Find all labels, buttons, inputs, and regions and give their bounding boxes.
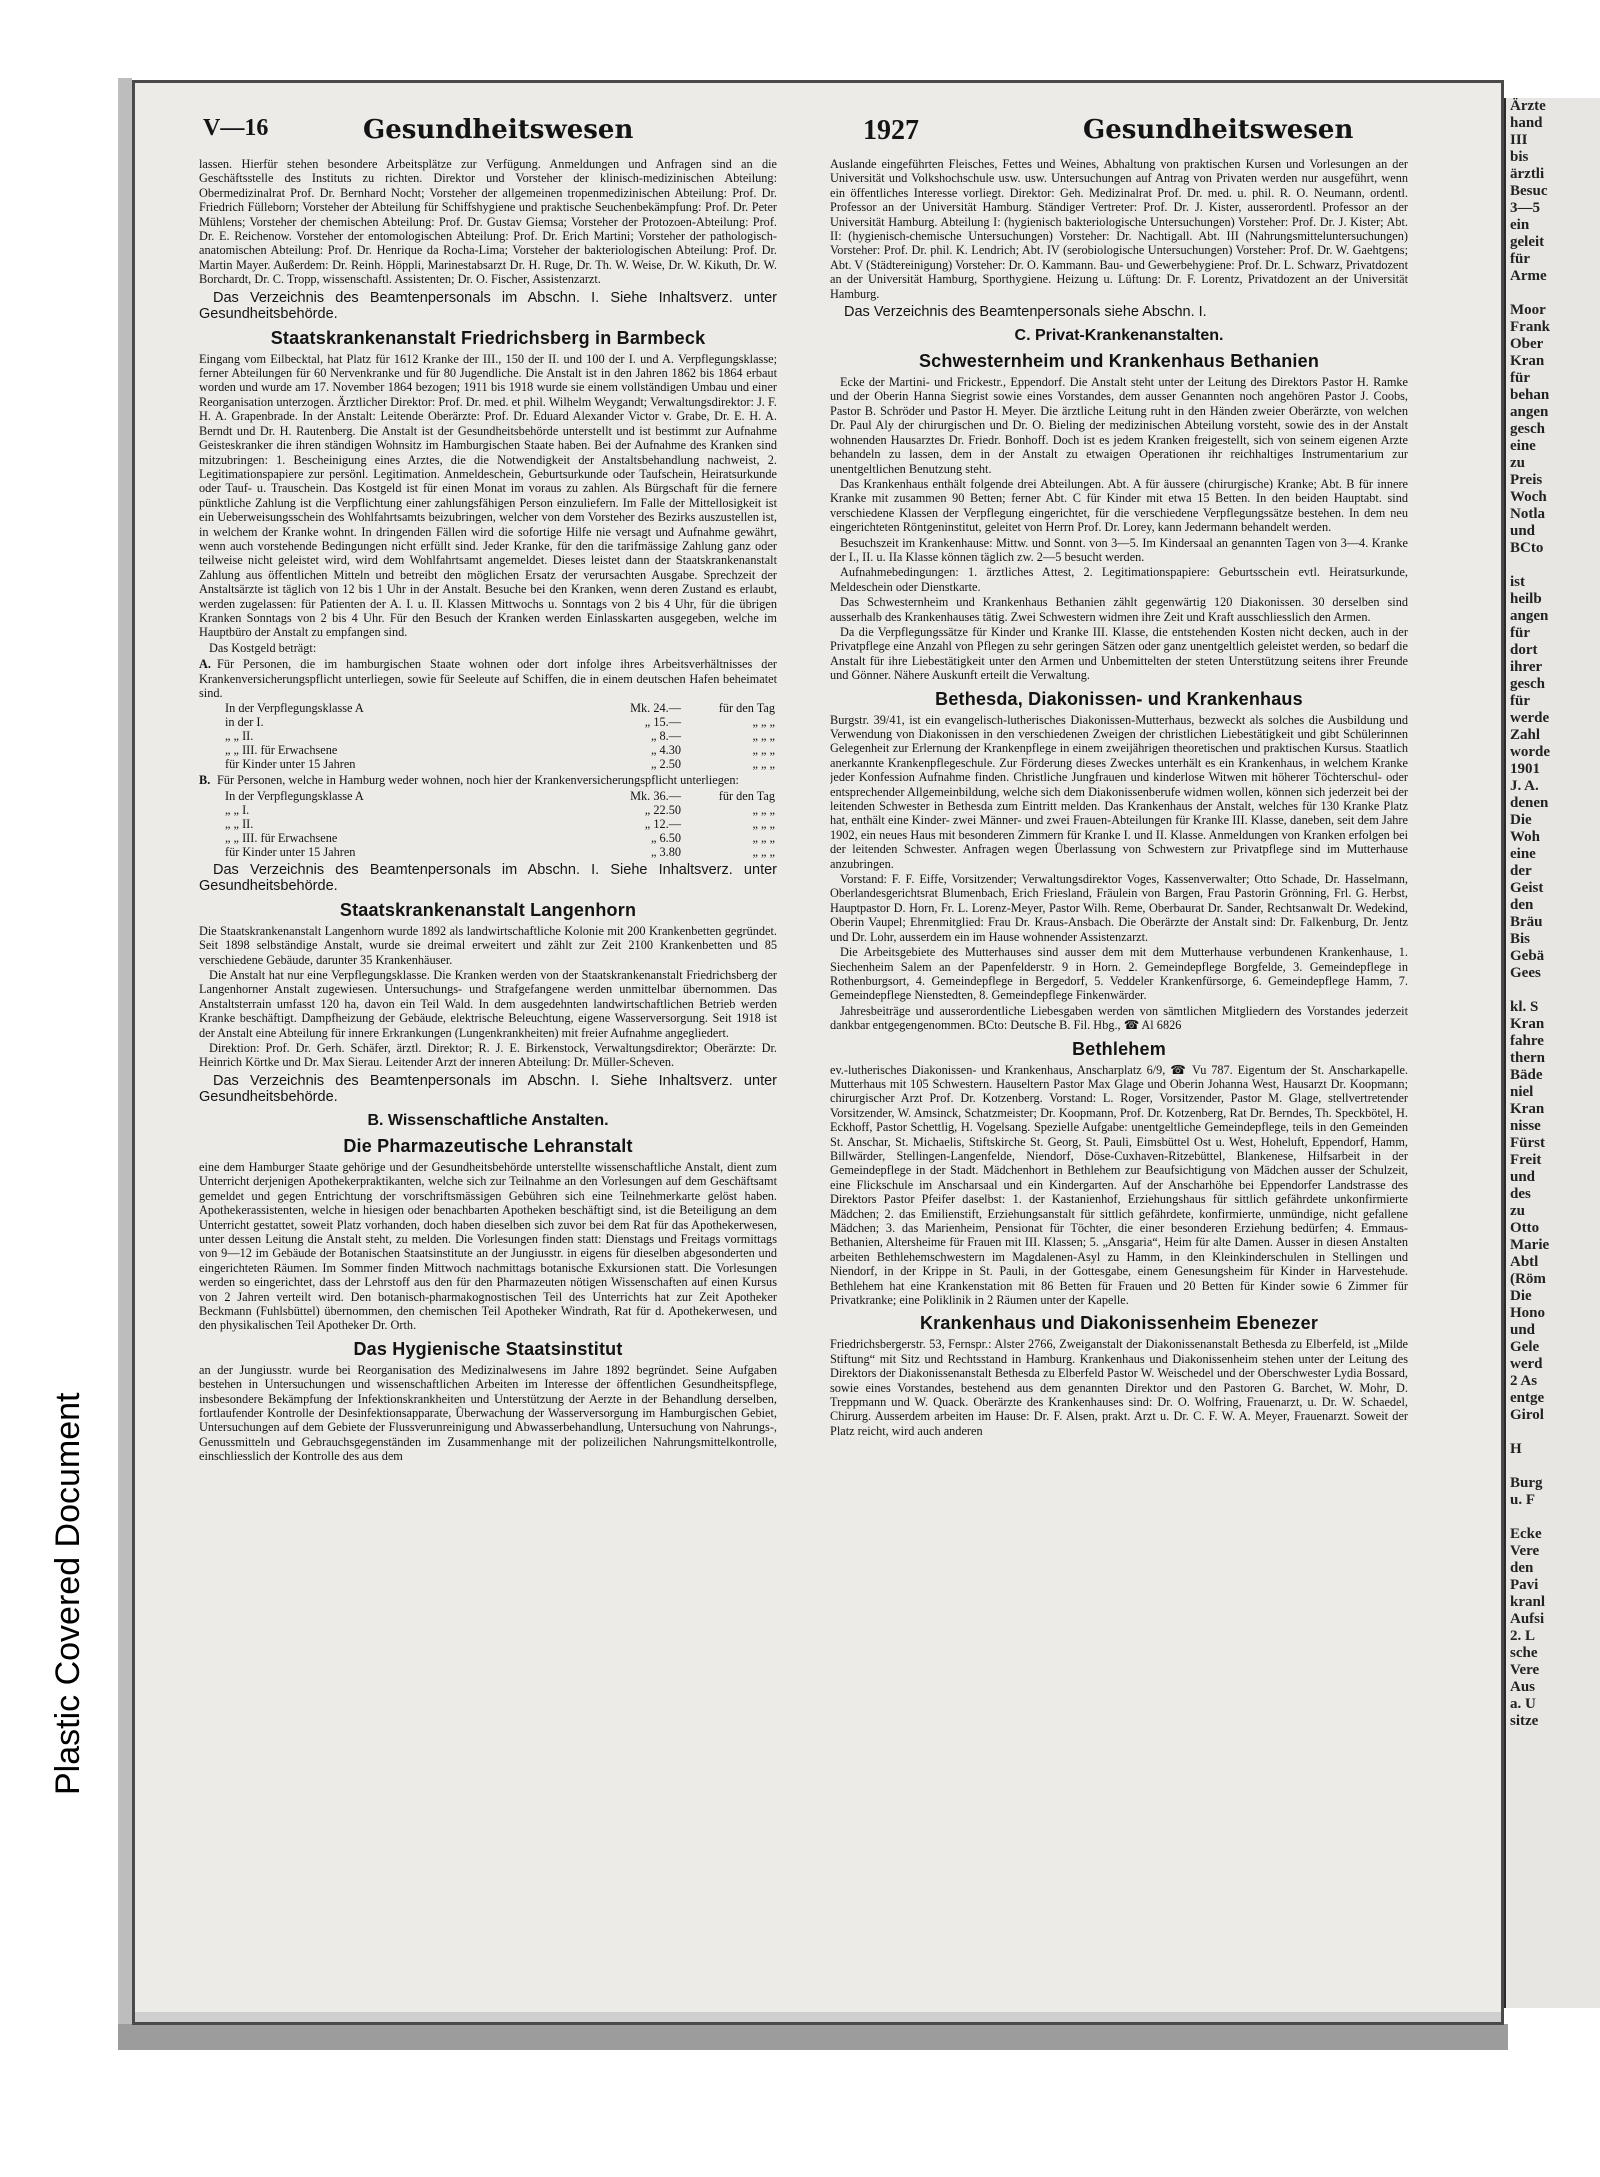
next-page-fragment <box>1510 1424 1600 1441</box>
section-heading: C. Privat-Krankenanstalten. <box>1014 327 1224 345</box>
next-page-fragment: bis <box>1510 149 1529 165</box>
table-cell: „ 4.30 <box>650 743 681 758</box>
table-cell: Mk. 24.— <box>630 701 681 716</box>
next-page-fragment: Kran <box>1510 1016 1545 1032</box>
page-number: V—16 <box>203 115 269 141</box>
page-bottom-rule <box>135 2012 1501 2022</box>
next-page-fragment: Ärzte <box>1510 98 1546 114</box>
table-cell: „ „ „ <box>752 802 775 817</box>
next-page-fragment <box>1510 982 1600 999</box>
next-page-fragment: werde <box>1510 710 1550 726</box>
next-page-fragment: Fürst <box>1510 1135 1545 1151</box>
table-cell: „ 8.— <box>650 729 681 744</box>
next-page-fragment: eine <box>1510 846 1536 862</box>
next-page-fragment: Girol <box>1510 1407 1544 1423</box>
next-page-fragment: und <box>1510 1322 1536 1338</box>
paragraph: Auslande eingeführten Fleisches, Fettes und Weines, Abhaltung von praktischen Kursen und Vorlesungen an der Universität und Volkshochschule usw. usw. Untersuchungen auf Antrag von Privaten werden nur ausgeführt, wenn ein öffentliches Interesse vorliegt. Direktor: Geh. Medizinalrat Prof. Dr. med. u. phil. R. O. Neumann, ordentl. Professor an der Universität Hamburg. Ständiger Vertreter: Prof. Dr. J. Kister, ausserordentl. Professor an der Universität Hamburg. Abteilung I: (hygienisch bakteriologische Untersuchungen) Vorsteher: Prof. Dr. J. Kister; Abt. II: (hygienisch-chemische Untersuchungen) Vorsteher: Dr. Nachtigall. Abt. III (Nahrungsmitteluntersuchungen) Vorsteher: Prof. Dr. phil. K. Lendrich; Abt. IV (serobiologische Untersuchungen) Vorsteher: Prof. Dr. W. Gaehtgens; Abt. V (Städtereinigung) Vorsteher: Dr. O. Kammann. Bau- und Gewerbehygiene: Prof. Dr. L. Schwarz, Privatdozent an der Universität Hamburg, Sporthygiene. Heizung u. Lüftung: Dr. F. Lorentz, Privatdozent an der Universität Hamburg. <box>830 157 1408 301</box>
page-bottom-edge <box>118 2024 1508 2050</box>
next-page-fragment: Arme <box>1510 268 1547 284</box>
next-page-fragment: u. F <box>1510 1492 1536 1508</box>
paragraph: Eingang vom Eilbecktal, hat Platz für 1612 Kranke der III., 150 der II. und 100 der I. und A. Verpflegungsklasse; ferner Abteilungen für 60 Nervenkranke und für 80 Jugendliche. Die Anstalt ist in den Jahren 1862 bis 1864 erbaut worden und wurde am 17. November 1864 bezogen; 1911 bis 1918 wurde sie einem vollständigen Umbau und einer Reorganisation unterzogen. Ärztlicher Direktor: Prof. Dr. med. et phil. Wilhelm Weygandt; Verwaltungsdirektor: J. F. H. A. Grapenbrade. In der Anstalt: Leitende Oberärzte: Prof. Dr. Eduard Alexander Victor v. Grabe, Dr. E. H. A. Berndt und Dr. H. Rautenberg. Die Anstalt ist der Gesundheitsbehörde unterstellt und ist bestimmt zur Aufnahme Geisteskranker die ihren ständigen Wohnsitz im Hamburgischen Staate haben. Bei der Aufnahme des Kranken sind mitzubringen: 1. Bescheinigung eines Arztes, die die Notwendigkeit der Anstaltsbehandlung nachweist, 2. Legitimationspapiere zur persönl. Legitimation. Anmeldeschein, Geburtsurkunde oder Taufschein, Heiratsurkunde oder Tauf- u. Trauschein. Das Kostgeld ist für einen Monat im voraus zu zahlen. Als Bürgschaft für die fernere pünktliche Zahlung ist die Verpflichtung einer zahlungsfähigen Person einzuliefern. Im Falle der Mittellosigkeit ist ein Ueberweisungsschein des Wohlfahrtsamts beizubringen, welcher von dem Vorsteher des Bezirks auszustellen ist, in welchem der Kranke wohnt. In dringenden Fällen wird die sofortige Hilfe nie versagt und Aufnahme gewährt, wenn auch vorstehende Bedingungen nicht erfüllt sind. Jeder Kranke, für den die tarifmässige Zahlung ganz oder teilweise nicht geleistet wird, wird dem Wohlfahrtsamt angemeldet. Dieses leistet dann der Staatskrankenanstalt Zahlung aus öffentlichen Mitteln und betreibt den möglichen Ersatz der verursachten Ausgabe. Sprechzeit der Anstaltsärzte ist täglich von 12 bis 1 Uhr in der Anstalt. Besuche bei den Kranken, wenn deren Zustand es erlaubt, werden zugelassen: für Patienten der A. I. u. II. Klassen Mittwochs u. Sonntags von 2 bis 4 Uhr, für die übrigen Kranken Sonntags von 2 bis 4 Uhr. Für den Besuch der Kranken werden Einlasskarten ausgegeben, welche im Hauptbüro der Anstalt zu empfangen sind. <box>199 351 777 640</box>
table-cell: „ „ II. <box>225 729 254 744</box>
table-cell: „ „ III. für Erwachsene <box>225 830 338 845</box>
next-page-fragment: Moor <box>1510 302 1546 318</box>
paragraph: lassen. Hierfür stehen besondere Arbeitsplätze zur Verfügung. Anmeldungen und Anfragen sind an die Geschäftsstelle des Instituts zu richten. Direktor und Vorsteher der klinisch-medizinischen Abteilung: Obermedizinalrat Prof. Dr. Bernhard Nocht; Vorsteher der allgemeinen tropenmedizinischen Abteilung: Prof. Dr. Friedrich Fülleborn; Vorsteher der Abteilung für Schiffshygiene und praktische Seuchenbekämpfung: Prof. Dr. Peter Mühlens; Vorsteher der chemischen Abteilung: Prof. Dr. Gustav Giemsa; Vorsteher der Protozoen-Abteilung: Prof. Dr. E. Reichenow. Vorsteher der entomologischen Abteilung: Prof. Dr. Erich Martini; Vorsteher der pathologisch-anatomischen Abteilung: Prof. Dr. Henrique da Rocha-Lima; Vorsteher der bakteriologischen Abteilung: Prof. Dr. Martin Mayer. Außerdem: Dr. Reinh. Höppli, Marinestabsarzt Dr. H. Ruge, Dr. Th. W. Weise, Dr. W. Kikuth, Dr. W. Borchardt, Dr. C. Tropp, wissenschaftl. Assistenten; Dr. O. Fischer, Assistenzarzt. <box>199 157 777 287</box>
next-page-fragment: Vere <box>1510 1543 1540 1559</box>
next-page-fragment: angen <box>1510 404 1549 420</box>
next-page-fragment: denen <box>1510 795 1549 811</box>
next-page-fragment: Kran <box>1510 1101 1545 1117</box>
table-cell: „ „ „ <box>752 816 775 831</box>
table-row <box>199 715 777 729</box>
table-row <box>199 729 777 743</box>
table-cell: „ „ I. <box>225 802 250 817</box>
next-page-fragment: Freit <box>1510 1152 1542 1168</box>
next-page-fragment: 3—5 <box>1510 200 1540 216</box>
running-title-right: Gesundheitswesen <box>1083 115 1354 145</box>
table-cell: für Kinder unter 15 Jahren <box>225 844 356 859</box>
next-page-fragment <box>1510 557 1600 574</box>
next-page-fragment: sche <box>1510 1645 1538 1661</box>
scan-border <box>0 0 1600 50</box>
next-page-fragment: Bis <box>1510 931 1531 947</box>
paragraph: Das Schwesternheim und Krankenhaus Bethanien zählt gegenwärtig 120 Diakonissen. 30 derselben sind ausserhalb des Krankenhauses tätig. Zwei Schwestern widmen ihre Zeit und Kraft ausschliesslich den Armen. <box>830 595 1408 624</box>
next-page-fragment: Hono <box>1510 1305 1546 1321</box>
document-page <box>132 80 1504 2025</box>
next-page-fragment: Aus <box>1510 1679 1536 1695</box>
next-page-fragment: den <box>1510 897 1534 913</box>
rate-table-b <box>199 789 777 859</box>
paragraph: an der Jungiusstr. wurde bei Reorganisation des Medizinalwesens im Jahre 1892 begründet. Seine Aufgaben bestehen in Untersuchungen und wissenschaftlichen Arbeiten im Interesse der öffentlichen Gesundheitspflege, insbesondere Bekämpfung der Infektionskrankheiten und Unterstützung der Aerzte in der Behandlung derselben, fortlaufender Kontrolle der Desinfektionsapparate, Überwachung der Wasserversorgung im Hamburgischen Gebiet, Untersuchungen auf dem Gebiete der Flussverunreinigung und Abwasserbehandlung, Untersuchung von Nahrungs-, Genussmitteln und Gebrauchsgegenständen im Zusammenhange mit der polizeilichen Nahrungsmittelkontrolle, einschliesslich der Kontrolle des aus dem <box>199 1362 777 1464</box>
next-page-fragment: zu <box>1510 455 1525 471</box>
next-page-fragment: Zahl <box>1510 727 1541 743</box>
next-page-fragment: BCto <box>1510 540 1544 556</box>
next-page-fragment: Notla <box>1510 506 1545 522</box>
table-row <box>199 817 777 831</box>
table-row <box>199 701 777 715</box>
table-cell: „ „ „ <box>752 715 775 730</box>
year-heading: 1927 <box>863 115 919 146</box>
table-row <box>199 789 777 803</box>
next-page-fragment: worde <box>1510 744 1550 760</box>
page-shadow <box>118 78 132 2028</box>
paragraph: Jahresbeiträge und ausserordentliche Liebesgaben werden von sämtlichen Mitgliedern des Vorstandes jederzeit dankbar entgegengenommen. BCto: Deutsche B. Fil. Hbg., ☎ Al 6826 <box>830 1003 1408 1033</box>
paragraph: Friedrichsbergerstr. 53, Fernspr.: Alster 2766, Zweiganstalt der Diakonissenanstalt Bethesda zu Elberfeld, ist „Milde Stiftung“ mit Sitz und Rechtsstand in Hamburg. Krankenhaus und Diakonissenheim stehen unter der Leitung des Direktors der Diakonissenanstalt Bethesda zu Elberfeld Pastor W. Weischedel und der Oberschwester Lydia Bossard, sowie eines Vorstandes, bestehend aus dem genannten Direktor und den Pastoren G. Barchet, W. Mohr, D. Treppmann und W. Quack. Oberärzte des Krankenhauses sind: Dr. O. Wolfring, Frauenarzt, u. Dr. W. Schaedel, Chirurg. Ausserdem arbeiten im Hause: Dr. F. Alsen, prakt. Arzt u. Dr. C. F. W. A. Meyer, Frauenarzt. Soweit der Platz reicht, wird auch anderen <box>830 1337 1408 1438</box>
table-cell: „ 15.— <box>644 715 681 730</box>
next-page-fragment: sitze <box>1510 1713 1539 1729</box>
next-page-fragment: für <box>1510 370 1530 386</box>
table-row <box>199 845 777 859</box>
next-page-fragment <box>1510 285 1600 302</box>
rate-section-a <box>199 657 777 700</box>
next-page-fragment: fahre <box>1510 1033 1544 1049</box>
next-page-fragment: Marie <box>1510 1237 1550 1253</box>
section-heading: B. Wissenschaftliche Anstalten. <box>367 1111 609 1129</box>
next-page-fragment: Bäde <box>1510 1067 1543 1083</box>
rate-section-text: Für Personen, die im hamburgischen Staate wohnen oder dort infolge ihres Arbeitsverhältnisses der Krankenversicherungspflicht unterliegen, sowie für Seeleute auf Schiffen, die in einem deutschen Hafen beheimatet sind. <box>199 657 777 700</box>
reference-note: Das Verzeichnis des Beamtenpersonals im Abschn. I. Siehe Inhaltsverz. unter Gesundheitsbehörde. <box>199 289 777 322</box>
paragraph: Besuchszeit im Krankenhause: Mittw. und Sonnt. von 3—5. Im Kindersaal an genannten Tagen von 3—4. Kranke der I., II. u. IIa Klasse können täglich zw. 2—5 besucht werden. <box>830 535 1408 564</box>
next-page-fragment: Ober <box>1510 336 1544 352</box>
table-cell: „ 12.— <box>644 816 681 831</box>
paragraph: Vorstand: F. F. Eiffe, Vorsitzender; Verwaltungsdirektor Voges, Kassenverwalter; Otto Schade, Dr. Hasselmann, Oberlandesgerichtsrat Blumenbach, Erich Friesland, Fräulein von Bargen, Frau Pastorin Grönning, Frl. G. Herbst, Hauptpastor D. Horn, Fr. L. Lorenz-Meyer, Pastor Wilh. Reme, Oberbaurat Dr. Sander, Rechtsanwalt Dr. Wedekind, Oberin Vaupel; Ehrenmitglied: Frau Dr. Kraus-Ansbach. Die Oberärzte der Anstalt sind: Dr. Falkenburg, Dr. Jentz und Dr. Lohr, ausserdem ein im Hause wohnender Assistenzarzt. <box>830 872 1408 944</box>
next-page-fragment: für <box>1510 625 1530 641</box>
next-page-fragment: und <box>1510 1169 1536 1185</box>
side-label: Plastic Covered Document <box>49 1392 87 1795</box>
next-page-fragment: werd <box>1510 1356 1543 1372</box>
paragraph: Da die Verpflegungssätze für Kinder und Kranke III. Klasse, die entstehenden Kosten nicht decken, auch in der Privatpflege eine Anzahl von Pflegen zu sehr geringen Sätzen oder ganz unentgeltlich geleistet werden, so bedarf die Anstalt für ihre Liebestätigkeit unter den Armen und Unbemittelten der steten Unterstützung seitens ihrer Freunde und Gönner. Nähere Auskunft erteilt die Verwaltung. <box>830 624 1408 683</box>
next-page-fragment: Bräu <box>1510 914 1543 930</box>
table-cell: „ „ „ <box>752 830 775 845</box>
paragraph: Das Krankenhaus enthält folgende drei Abteilungen. Abt. A für äussere (chirurgische) Kranke; Abt. B für innere Kranke mit zusammen 90 Betten; ferner Abt. C für Kinder mit etwa 15 Betten. In den beiden Hauptabt. sind verschiedene Klassen der Verpflegung eingerichtet, für die verschiedene Verpflegungssätze bestehen. In dem neu eingerichteten Röntgeninstitut, geleitet von Herrn Prof. Dr. Lorey, kann Jedermann behandelt werden. <box>830 476 1408 535</box>
section-heading: Krankenhaus und Diakonissenheim Ebenezer <box>919 1313 1319 1334</box>
page-header <box>203 115 1363 149</box>
next-page-fragment: Gebä <box>1510 948 1545 964</box>
table-row <box>199 831 777 845</box>
paragraph: Die Staatskrankenanstalt Langenhorn wurde 1892 als landwirtschaftliche Kolonie mit 200 Krankenbetten gegründet. Seit 1898 selbständige Anstalt, wurde sie dreimal erweitert und zählt zur Zeit 2100 Krankenbetten und 85 verschiedene Gebäude, darunter 35 Krankenhäuser. <box>199 923 777 967</box>
next-page-fragment: Ecke <box>1510 1526 1542 1542</box>
table-cell: „ 2.50 <box>650 757 681 772</box>
reference-note: Das Verzeichnis des Beamtenpersonals siehe Abschn. I. <box>844 304 1207 321</box>
next-page-fragment: Pavi <box>1510 1577 1539 1593</box>
next-page-fragment: H <box>1510 1441 1522 1457</box>
next-page-fragment: gesch <box>1510 676 1545 692</box>
next-page-fragment: Die <box>1510 812 1532 828</box>
next-page-fragment: eine <box>1510 438 1536 454</box>
rate-table-a <box>199 701 777 771</box>
next-page-fragment: für <box>1510 693 1530 709</box>
next-page-fragment: heilb <box>1510 591 1542 607</box>
next-page-fragment: Woch <box>1510 489 1547 505</box>
table-cell: „ 6.50 <box>650 830 681 845</box>
table-cell: „ „ „ <box>752 757 775 772</box>
next-page-fragment: des <box>1510 1186 1531 1202</box>
paragraph: Die Anstalt hat nur eine Verpflegungsklasse. Die Kranken werden von der Staatskrankenanstalt Friedrichsberg der Langenhorner Anstalt zugewiesen. Untersuchungs- und Strafgefangene werden unmittelbar übernommen. Das Anstaltsterrain umfasst 120 ha, davon ein Teil Wald. In dem ausgedehnten landwirtschaftlichen Betrieb werden Kranke beschäftigt. Dampfheizung der Gebäude, elektrische Beleuchtung, eigene Wasserversorgung. Seit 1918 ist der Anstalt eine Abteilung für innere Erkrankungen (Lungenkrankheiten) mit freier Aufnahme angegliedert. <box>199 968 777 1040</box>
table-cell: für den Tag <box>718 701 775 716</box>
next-page-fragment: Preis <box>1510 472 1543 488</box>
table-cell: „ „ III. für Erwachsene <box>225 743 338 758</box>
next-page-fragment: Frank <box>1510 319 1551 335</box>
next-page-fragment: Die <box>1510 1288 1532 1304</box>
next-page-fragment: entge <box>1510 1390 1545 1406</box>
table-cell: „ „ „ <box>752 844 775 859</box>
section-heading: Bethlehem <box>1072 1038 1166 1059</box>
next-page-fragment: Aufsi <box>1510 1611 1545 1627</box>
next-page-strip <box>1502 98 1600 2008</box>
next-page-fragment: III <box>1510 132 1528 148</box>
next-page-fragment: zu <box>1510 1203 1525 1219</box>
next-page-fragment: geleit <box>1510 234 1545 250</box>
table-cell: „ „ „ <box>752 729 775 744</box>
next-page-fragment: gesch <box>1510 421 1545 437</box>
paragraph: Direktion: Prof. Dr. Gerh. Schäfer, ärztl. Direktor; R. J. E. Birkenstock, Verwaltungsdirektor; Oberärzte: Dr. Heinrich Körtke und Dr. Max Sierau. Leitender Arzt der inneren Abteilung: Dr. Müller-Scheven. <box>199 1041 777 1070</box>
table-row <box>199 743 777 757</box>
section-letter: A. <box>199 657 211 672</box>
paragraph: Burgstr. 39/41, ist ein evangelisch-lutherisches Diakonissen-Mutterhaus, bezweckt als solches die Ausbildung und Verwendung von Diakonissen in den verschiedenen Zweigen der christlichen Liebestätigkeit und gibt Schülerinnen Gelegenheit zur Erlernung der Krankenpflege in einem zweijährigen theoretischen und praktischen Kursus. Staatlich anerkannte Krankenpflegeschule. Zur Förderung dieses Zweckes unterhält es ein Krankenhaus, in welchem Kranke jeder Konfession Aufnahme finden. Christliche Jungfrauen und kinderlose Witwen mit höherer Töchterschul- oder entsprechender Allgemeinbildung, welche sich dem Diakonissenberufe widmen wollen, können sich jederzeit bei der leitenden Schwester in Bethesda zum Eintritt melden. Das Krankenhaus der Anstalt, welches für 130 Kranke Platz hat, enthält eine Kinder- zwei Männer- und zwei Frauen-Abteilungen für Kranke III. Klasse, daneben, seit dem Jahre 1902, ein neues Haus mit besonderen Zimmern für Kranke I. und II. Klasse. Anmeldungen von Kranken erfolgen bei der leitenden Schwester. Anfragen wegen Überlassung von Schwestern zur Privatpflege sind im Mutterhause anzubringen. <box>830 712 1408 871</box>
running-title-left: Gesundheitswesen <box>363 115 634 145</box>
next-page-fragment: 2. L <box>1510 1628 1536 1644</box>
section-heading: Schwesternheim und Krankenhaus Bethanien <box>918 351 1320 372</box>
next-page-fragment: hand <box>1510 115 1543 131</box>
next-page-fragment: Burg <box>1510 1475 1543 1491</box>
table-cell: „ „ „ <box>752 743 775 758</box>
table-row <box>199 803 777 817</box>
table-cell: für den Tag <box>718 788 775 803</box>
table-cell: „ 3.80 <box>650 844 681 859</box>
next-page-fragment: ärztli <box>1510 166 1545 182</box>
next-page-fragment: Woh <box>1510 829 1541 845</box>
next-page-fragment: ein <box>1510 217 1530 233</box>
section-heading: Die Pharmazeutische Lehranstalt <box>343 1135 633 1156</box>
table-row <box>199 757 777 771</box>
next-page-fragment: kl. S <box>1510 999 1539 1015</box>
table-cell: in der I. <box>225 715 264 730</box>
rate-section-text: Für Personen, welche in Hamburg weder wohnen, noch hier der Krankenversicherungspflicht unterliegen: <box>217 773 739 788</box>
next-page-fragment: J. A. <box>1510 778 1539 794</box>
reference-note: Das Verzeichnis des Beamtenpersonals im Abschn. I. Siehe Inhaltsverz. unter Gesundheitsbehörde. <box>199 861 777 894</box>
next-page-fragment: ist <box>1510 574 1525 590</box>
table-cell: für Kinder unter 15 Jahren <box>225 757 356 772</box>
section-heading: Staatskrankenanstalt Friedrichsberg in Barmbeck <box>270 327 706 348</box>
next-page-fragment <box>1510 1458 1600 1475</box>
next-page-fragment: Otto <box>1510 1220 1540 1236</box>
table-cell: „ 22.50 <box>644 802 681 817</box>
table-cell: In der Verpflegungsklasse A <box>225 701 364 716</box>
table-cell: „ „ II. <box>225 816 254 831</box>
right-column <box>830 157 1408 2007</box>
next-page-fragment: angen <box>1510 608 1549 624</box>
next-page-fragment: der <box>1510 863 1532 879</box>
next-page-fragment: nisse <box>1510 1118 1541 1134</box>
next-page-fragment: Gees <box>1510 965 1541 981</box>
next-page-fragment: Geist <box>1510 880 1544 896</box>
next-page-fragment: (Röm <box>1510 1271 1546 1287</box>
next-page-fragment: Abtl <box>1510 1254 1539 1270</box>
next-page-fragment: niel <box>1510 1084 1534 1100</box>
reference-note: Das Verzeichnis des Beamtenpersonals im Abschn. I. Siehe Inhaltsverz. unter Gesundheitsbehörde. <box>199 1072 777 1105</box>
rate-section-b <box>199 773 777 787</box>
next-page-fragment: ihrer <box>1510 659 1543 675</box>
next-page-fragment: a. U <box>1510 1696 1536 1712</box>
paragraph: Das Kostgeld beträgt: <box>209 640 317 655</box>
paragraph: Aufnahmebedingungen: 1. ärztliches Attest, 2. Legitimationspapiere: Geburtsschein evtl. Heiratsurkunde, Meldeschein oder Dienstkarte. <box>830 565 1408 594</box>
paragraph: ev.-lutherisches Diakonissen- und Krankenhaus, Anscharplatz 6/9, ☎ Vu 787. Eigentum der St. Anscharkapelle. Mutterhaus mit 105 Schwestern. Hauseltern Pastor Max Glage und Oberin Johanna West, Hausarzt Dr. Koopmann; chirurgischer Arzt Prof. Dr. Kotzenberg. Vorstand: L. Roger, Vorsitzender, Pastor M. Glage, stellvertretender Vorsitzender, W. Amsinck, Schatzmeister; Dr. Koopmann, Prof. Dr. Kotzenberg, Rat Dr. Berndes, Th. Speckbötel, H. Eckhoff, Pastor Schettlig, H. Vogelsang. Spezielle Aufgabe: unentgeltliche Gemeindepflege, teils in den Gemeinden St. Anschar, St. Michaelis, Stiftskirche St. Georg, St. Pauli, Eimsbüttel Ost u. West, Hoheluft, Eppendorf, Hamm, Billwärder, Stellingen-Langenfelde, Niendorf, Döse-Cuxhaven-Ritzebüttel, Blankenese, Hilfsarbeit in der Gemeindepflege in der Stadt. Mädchenhort in Bethlehem zur Beaufsichtigung von Mädchen ausser der Schulzeit, eine Flickschule im Anscharsaal und ein Kindergarten. Auf der Anscharhöhe bei Eppendorfer Landstrasse des Direktors Pastor Pfeifer daselbst: 1. der Kastanienhof, Erziehungshaus für sittlich gefährdete unkonfirmierte Mädchen; 2. das Emilienstift, Erziehungsanstalt für sittlich gefährdete, konfirmierte, unmündige, nicht gefallene Mädchen; 3. das Marienheim, Pensionat für Töchter, die einer besonderen Erziehung bedürfen; 4. Emmaus-Bethanien, Altersheime für Frauen mit III. Klassen; 5. „Ansgaria“, Heim für alte Damen. Ausser in diesen Anstalten arbeiten Bethlehemschwestern im Magdalenen-Asyl zu Hamm, in den Kleinkinderschulen in Stellingen und Niendorf, in der Krippe in St. Pauli, in der Gottesgabe, einem Genesungsheim für Kinder in Harvestehude. Bethlehem hat eine Krankenstation mit 86 Betten für Frauen und 20 Betten für Kinder sowie 6 Zimmer für Privatkranke; eine Poliklinik in 2 Räumen unter der Kapelle. <box>830 1062 1408 1308</box>
paragraph: Die Arbeitsgebiete des Mutterhauses sind ausser dem mit dem Mutterhause verbundenen Krankenhause, 1. Siechenheim Salem an der Papenfelderstr. 9 in Horn. 2. Gemeindepflege Borgfelde, 3. Gemeindepflege in Rothenburgsort, 4. Gemeindepflege in Bergedorf, 5. Veddeler Krankenfürsorge, 6. Gemeindepflege Hamm, 7. Gemeindepflege Nienstedten, 8. Gemeindepflege Finkenwärder. <box>830 945 1408 1003</box>
next-page-fragment <box>1510 1509 1600 1526</box>
next-page-fragment: den <box>1510 1560 1534 1576</box>
section-heading: Staatskrankenanstalt Langenhorn <box>339 899 637 920</box>
next-page-fragment: thern <box>1510 1050 1545 1066</box>
section-letter: B. <box>199 773 211 788</box>
next-page-fragment: Kran <box>1510 353 1545 369</box>
next-page-fragment: 1901 <box>1510 761 1540 777</box>
next-page-fragment: dort <box>1510 642 1538 658</box>
next-page-fragment: Besuc <box>1510 183 1548 199</box>
paragraph: Ecke der Martini- und Frickestr., Eppendorf. Die Anstalt steht unter der Leitung des Direktors Pastor H. Ramke und der Oberin Hanna Siegrist sowie eines Vorstandes, dem ausser Genannten noch angehören Pastor J. Coobs, Pastor B. Schröder und Pastor H. Meyer. Die ärztliche Leitung ruht in den Händen zweier Oberärzte, von welchen Dr. Paul Aly der chirurgischen und Dr. O. Bieling der medizinischen Abteilung vorsteht, sowie des in der Anstalt wohnenden Hausarztes Dr. Friedr. Bonhoff. Doch ist es jedem Kranken freigestellt, sich von seinem eigenen Arzte behandeln zu lassen, dem in der Anstalt zu etwaigen Operationen ihr reichhaltiges Instrumentarium zur unentgeltlichen Benutzung steht. <box>830 375 1408 476</box>
paragraph: eine dem Hamburger Staate gehörige und der Gesundheitsbehörde unterstellte wissenschaftliche Anstalt, dient zum Unterricht derjenigen Apothekerpraktikanten, welche sich zur Teilnahme an den Vorlesungen auf dem Geschäftsamt gemeldet und gegen Entrichtung der vorschriftsmässigen Gebühren sich eine Teilnehmerkarte gelöst haben. Apothekerassistenten, welche in hiesigen oder benachbarten Apotheken beschäftigt sind, ist die Beteiligung an dem Unterricht gestattet, soweit Platz vorhanden, doch haben dieselben sich zuvor bei dem Rat für das Apothekerwesen, unter dessen Leitung die Anstalt steht, zu melden. Die Vorlesungen finden statt: Dienstags und Freitags vormittags von 9—12 im Gebäude der Botanischen Staatsinstitute an der Jungiusstr. in eigens für dieselben abgesonderten und eingerichteten Räumen. Im Sommer finden Mittwoch nachmittags botanische Exkursionen statt. Die Vorlesungen werden so eingerichtet, dass der Lehrstoff aus den für den Pharmazeuten nötigen Wissenschaften auf einen Kursus von 2 Jahren verteilt wird. Den botanisch-pharmakognostischen Teil des Unterrichts hat zur Zeit Apotheker Beckmann (Fuhlsbüttel) übernommen, den chemischen Teil Apotheker Windrath, Rat für d. Apothekerwesen, und den physikalischen Teil Apotheker Dr. Orth. <box>199 1159 777 1333</box>
next-page-fragment: und <box>1510 523 1536 539</box>
left-column <box>199 157 777 2007</box>
next-page-fragment: Gele <box>1510 1339 1540 1355</box>
next-page-fragment: 2 As <box>1510 1373 1538 1389</box>
next-page-fragment: für <box>1510 251 1530 267</box>
next-page-fragment: Vere <box>1510 1662 1540 1678</box>
table-cell: In der Verpflegungsklasse A <box>225 788 364 803</box>
section-heading: Das Hygienische Staatsinstitut <box>353 1338 623 1359</box>
section-heading: Bethesda, Diakonissen- und Krankenhaus <box>935 688 1303 709</box>
next-page-fragment: behan <box>1510 387 1550 403</box>
table-cell: Mk. 36.— <box>630 788 681 803</box>
next-page-fragment: kranl <box>1510 1594 1546 1610</box>
